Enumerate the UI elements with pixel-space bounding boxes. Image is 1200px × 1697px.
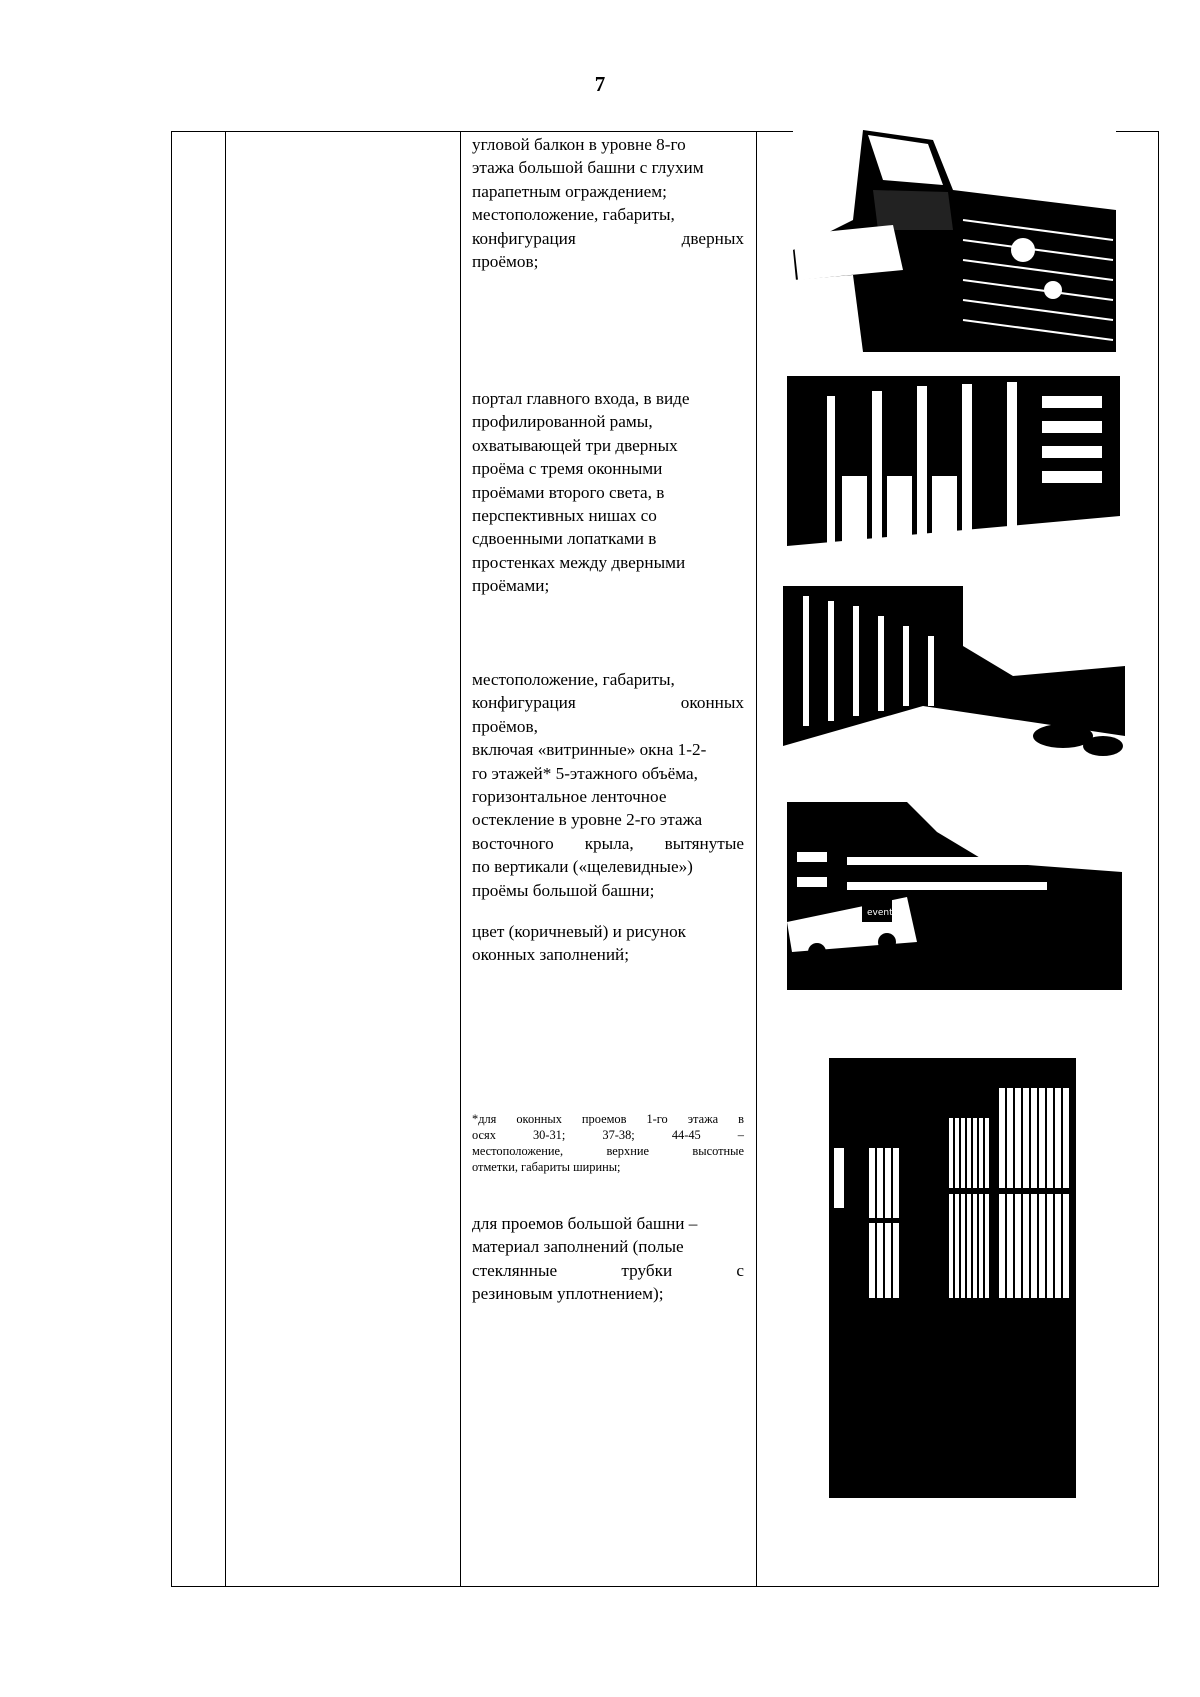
- text-line: по вертикали («щелевидные»): [472, 857, 693, 877]
- text-line: стеклянные трубки с: [472, 1260, 744, 1280]
- text-line: местоположение, верхние высотные: [472, 1144, 744, 1158]
- page-number: 7: [594, 72, 606, 96]
- column-divider-1: [225, 131, 226, 1587]
- description-tower-material: [472, 1212, 744, 1306]
- text-line: конфигурация дверных: [472, 228, 744, 248]
- photo-building-with-van-drawing: [787, 802, 1122, 990]
- description-windows: [472, 668, 744, 902]
- photo-tower-window-interior-drawing: [829, 1058, 1076, 1498]
- van-logo-text: event: [867, 908, 893, 918]
- text-line: для проемов большой башни –: [472, 1214, 698, 1233]
- text-line: портал главного входа, в виде: [472, 389, 690, 408]
- photo-building-with-van: [787, 802, 1122, 990]
- text-line: включая «витринные» окна 1-2-: [472, 740, 707, 760]
- description-portal: [472, 387, 744, 598]
- text-line: восточного крыла, вытянутые: [472, 833, 744, 853]
- footnote: [472, 1111, 744, 1175]
- text-line: осях 30-31; 37-38; 44-45 –: [472, 1128, 744, 1142]
- text-line: проёмы большой башни;: [472, 880, 655, 900]
- text-line: конфигурация оконных: [472, 693, 744, 713]
- column-divider-2: [460, 131, 461, 1587]
- photo-corner-balcony-drawing: [793, 130, 1116, 352]
- photo-street-view-drawing: [783, 586, 1125, 780]
- photo-tower-window-interior: [829, 1058, 1076, 1498]
- text-line: цвет (коричневый) и рисунок: [472, 922, 687, 941]
- text-line: этажа большой башни с глухим: [472, 158, 704, 178]
- text-line: проёмов;: [472, 252, 539, 272]
- text-line: местоположение, габариты,: [472, 670, 675, 689]
- description-balcony: [472, 133, 744, 273]
- text-line: охватывающей три дверных: [472, 435, 678, 455]
- text-line: *для оконных проемов 1-го этажа в: [472, 1112, 744, 1126]
- photo-corner-balcony: [793, 130, 1116, 352]
- photo-main-entrance-portal-drawing: [787, 376, 1120, 564]
- text-line: парапетным ограждением;: [472, 181, 667, 201]
- text-line: проёмов,: [472, 716, 538, 736]
- text-line: резиновым уплотнением);: [472, 1284, 664, 1304]
- text-line: простенках между дверными: [472, 552, 686, 572]
- text-line: угловой балкон в уровне 8-го: [472, 135, 686, 154]
- text-line: материал заполнений (полые: [472, 1237, 684, 1257]
- description-color: [472, 920, 744, 967]
- text-line: проёма с тремя оконными: [472, 459, 663, 479]
- text-line: остекление в уровне 2-го этажа: [472, 810, 703, 830]
- text-line: проёмами;: [472, 576, 550, 596]
- text-line: проёмами второго света, в: [472, 482, 665, 502]
- text-line: отметки, габариты ширины;: [472, 1160, 621, 1174]
- text-line: оконных заполнений;: [472, 945, 630, 965]
- text-line: местоположение, габариты,: [472, 205, 675, 225]
- text-line: профилированной рамы,: [472, 412, 653, 432]
- column-divider-3: [756, 131, 757, 1587]
- text-line: сдвоенными лопатками в: [472, 529, 657, 549]
- photo-main-entrance-portal: [787, 376, 1120, 564]
- text-line: горизонтальное ленточное: [472, 787, 667, 807]
- text-line: перспективных нишах со: [472, 506, 657, 526]
- photo-street-view: [783, 586, 1125, 780]
- text-line: го этажей* 5-этажного объёма,: [472, 763, 698, 783]
